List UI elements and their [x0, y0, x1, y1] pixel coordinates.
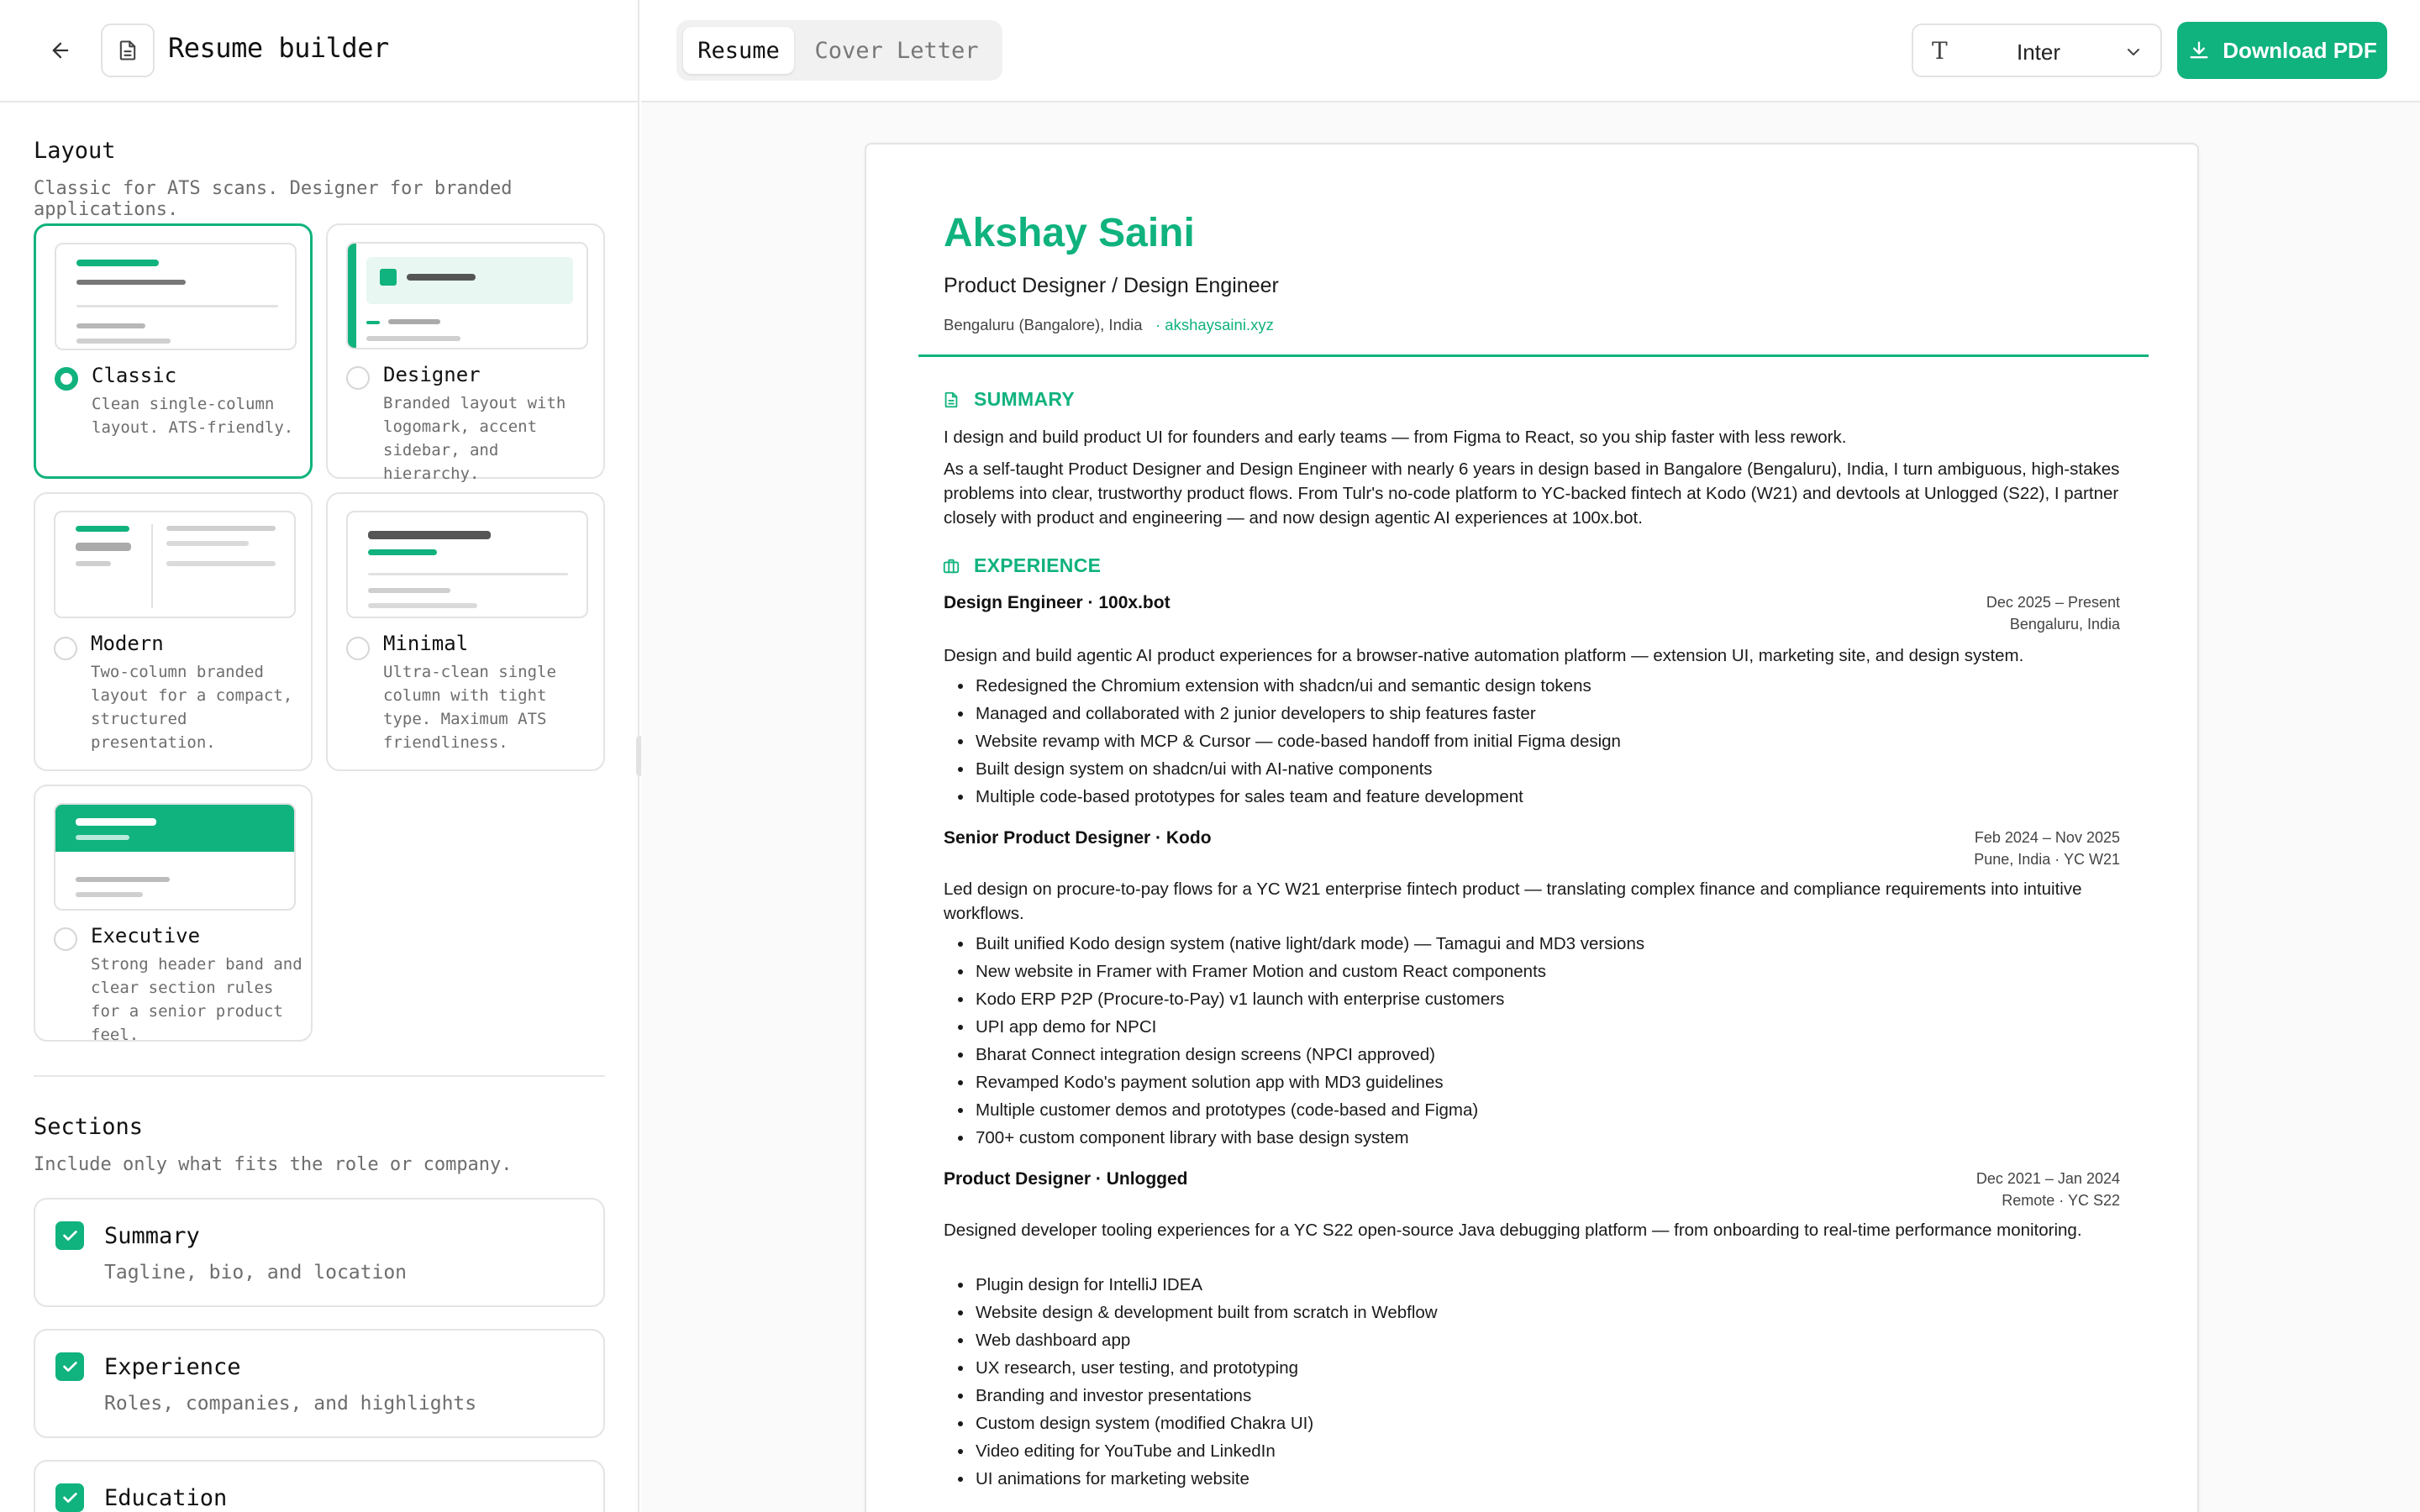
section-name-education: Education: [104, 1485, 228, 1511]
list-item: 700+ custom component library with base design system: [976, 1124, 2135, 1152]
list-item: Managed and collaborated with 2 junior developers to ship features faster: [976, 700, 2135, 727]
resume-contact-line: [944, 316, 1274, 334]
resume-name: Akshay Saini: [944, 211, 1195, 255]
layout-desc-classic: Clean single-column layout. ATS-friendly.: [92, 395, 294, 437]
layout-name-executive: Executive: [91, 924, 201, 948]
layout-thumbnail-minimal: [346, 511, 588, 618]
list-item: UX research, user testing, and prototyping: [976, 1354, 2135, 1382]
list-item: Branding and investor presentations: [976, 1382, 2135, 1410]
layout-thumbnail-executive: [54, 803, 296, 911]
layout-card-modern[interactable]: [34, 492, 313, 771]
list-item: Website design & development built from scratch in Webflow: [976, 1299, 2135, 1326]
resume-separator: ·: [1155, 316, 1161, 333]
list-item: Multiple code-based prototypes for sales team and feature development: [976, 783, 2135, 811]
download-pdf-label: Download PDF: [2223, 37, 2377, 63]
list-item: Bharat Connect integration design screens (NPCI approved): [976, 1041, 2135, 1068]
list-item: New website in Framer with Framer Motion and custom React components: [976, 958, 2135, 985]
job-role: Product Designer · Unlogged: [944, 1169, 1188, 1189]
section-name-summary: Summary: [104, 1223, 200, 1249]
list-item: UPI app demo for NPCI: [976, 1013, 2135, 1041]
left-header: [0, 0, 639, 102]
preview-area: [641, 0, 2420, 1512]
layout-thumbnail-modern: [54, 511, 296, 618]
list-item: Plugin design for IntelliJ IDEA: [976, 1271, 2135, 1299]
job-bullets: [976, 1271, 2135, 1493]
summary-bio: As a self-taught Product Designer and Design Engineer with nearly 6 years in design based in Bangalore (Bengaluru), India, I turn ambiguous, high-stakes problems into clear, trustworthy product flows. From Tulr's no-code platform to YC-backed fintech at Kodo (W21) and devtools at Unlogged (S22), I partner closely with product and engineering — and now design agentic AI experiences at 100x.bot.: [944, 459, 2120, 528]
check-icon: [60, 1488, 79, 1507]
layout-card-classic[interactable]: [34, 223, 313, 479]
back-button[interactable]: [44, 34, 77, 67]
font-select[interactable]: [1912, 24, 2162, 77]
summary-checkbox[interactable]: [55, 1221, 84, 1250]
summary-heading-text: SUMMARY: [974, 388, 1076, 410]
check-icon: [60, 1226, 79, 1245]
tab-resume[interactable]: Resume: [683, 27, 794, 74]
resume-title: Product Designer / Design Engineer: [944, 274, 1279, 297]
layout-desc-executive: Strong header band and clear section rules for a senior product feel.: [91, 955, 302, 1044]
section-name-experience: Experience: [104, 1354, 241, 1380]
job-description: Led design on procure-to-pay flows for a YC W21 enterprise fintech product — translating complex finance and compliance requirements into intuitive workflows.: [944, 879, 2082, 923]
layout-section-subtitle: Classic for ATS scans. Designer for branded applications.: [34, 178, 513, 220]
layout-radio-designer[interactable]: [346, 366, 370, 390]
left-panel: [0, 0, 639, 1512]
section-desc-summary: Tagline, bio, and location: [104, 1262, 408, 1284]
tab-cover-letter[interactable]: Cover Letter: [814, 37, 979, 64]
education-checkbox[interactable]: [55, 1483, 84, 1512]
list-item: Multiple customer demos and prototypes (code-based and Figma): [976, 1096, 2135, 1124]
list-item: Built design system on shadcn/ui with AI-native components: [976, 755, 2135, 783]
job-role: Senior Product Designer · Kodo: [944, 828, 1212, 848]
job-meta: [1986, 591, 2120, 635]
job-place: Bengaluru, India: [2009, 616, 2120, 633]
list-item: Redesigned the Chromium extension with shadcn/ui and semantic design tokens: [976, 672, 2135, 700]
resume-website-link[interactable]: akshaysaini.xyz: [1165, 316, 1274, 333]
file-text-icon: [942, 391, 960, 409]
list-item: Built unified Kodo design system (native light/dark mode) — Tamagui and MD3 versions: [976, 930, 2135, 958]
job-bullets: [976, 930, 2135, 1152]
briefcase-icon: [942, 557, 960, 575]
layout-radio-executive[interactable]: [54, 927, 77, 951]
download-pdf-button[interactable]: [2177, 22, 2387, 79]
layout-radio-minimal[interactable]: [346, 637, 370, 660]
list-item: Kodo ERP P2P (Procure-to-Pay) v1 launch with enterprise customers: [976, 985, 2135, 1013]
layout-card-minimal[interactable]: [326, 492, 605, 771]
list-item: UI animations for marketing website: [976, 1465, 2135, 1493]
summary-tagline: I design and build product UI for founders and early teams — from Figma to React, so you ship faster with less rework.: [944, 428, 1847, 447]
list-item: Revamped Kodo's payment solution app with MD3 guidelines: [976, 1068, 2135, 1096]
experience-heading: [942, 554, 1101, 577]
document-icon: [116, 39, 139, 62]
list-item: Website revamp with MCP & Cursor — code-based handoff from initial Figma design: [976, 727, 2135, 755]
job-description: Designed developer tooling experiences for a YC S22 open-source Java debugging platform — from onboarding to real-time performance monitoring.: [944, 1221, 2082, 1240]
layout-card-executive[interactable]: [34, 785, 313, 1042]
layout-radio-modern[interactable]: [54, 637, 77, 660]
job-description: Design and build agentic AI product experiences for a browser-native automation platform — extension UI, marketing site, and design system.: [944, 646, 2024, 665]
preview-header: [641, 0, 2420, 102]
job-dates: Feb 2024 – Nov 2025: [1974, 829, 2120, 846]
resume-page: [865, 143, 2199, 1512]
layout-desc-designer: Branded layout with logomark, accent sidebar, and hierarchy.: [383, 394, 566, 483]
sections-section-title: Sections: [34, 1114, 144, 1140]
summary-heading: [942, 388, 1075, 411]
layout-name-classic: Classic: [92, 364, 177, 387]
experience-checkbox[interactable]: [55, 1352, 84, 1381]
layout-thumbnail-designer: [346, 242, 588, 349]
layout-desc-minimal: Ultra-clean single column with tight type. Maximum ATS friendliness.: [383, 663, 556, 752]
experience-heading-text: EXPERIENCE: [974, 554, 1102, 576]
chevron-down-icon: [2123, 42, 2144, 62]
layout-name-minimal: Minimal: [383, 632, 469, 655]
layout-desc-modern: Two-column branded layout for a compact, structured presentation.: [91, 663, 293, 752]
sections-section-subtitle: Include only what fits the role or company.: [34, 1154, 513, 1175]
download-icon: [2187, 39, 2211, 62]
job-meta: [1974, 827, 2120, 870]
arrow-left-icon: [49, 39, 72, 62]
section-toggle-summary[interactable]: [34, 1198, 605, 1307]
section-toggle-education[interactable]: [34, 1460, 605, 1512]
type-icon: T: [1932, 37, 1948, 65]
document-tabs: [676, 20, 1002, 81]
resume-location: Bengaluru (Bangalore), India: [944, 316, 1143, 333]
check-icon: [60, 1357, 79, 1376]
layout-card-designer[interactable]: [326, 223, 605, 483]
job-meta: [1976, 1168, 2120, 1211]
document-icon-box: [101, 24, 155, 77]
layout-section-title: Layout: [34, 138, 116, 164]
job-bullets: [976, 672, 2135, 811]
section-desc-experience: Roles, companies, and highlights: [104, 1393, 477, 1415]
job-role: Design Engineer · 100x.bot: [944, 593, 1171, 612]
layout-thumbnail-classic: [55, 243, 297, 350]
list-item: Web dashboard app: [976, 1326, 2135, 1354]
header-rule: [918, 354, 2149, 357]
layout-radio-classic[interactable]: [55, 367, 78, 391]
layout-name-designer: Designer: [383, 363, 481, 386]
list-item: Video editing for YouTube and LinkedIn: [976, 1437, 2135, 1465]
list-item: Custom design system (modified Chakra UI): [976, 1410, 2135, 1437]
app-title: Resume builder: [168, 32, 389, 64]
job-place: Pune, India · YC W21: [1974, 851, 2120, 868]
section-toggle-experience[interactable]: [34, 1329, 605, 1438]
layout-name-modern: Modern: [91, 632, 164, 655]
left-divider: [34, 1075, 605, 1077]
job-dates: Dec 2021 – Jan 2024: [1975, 1170, 2120, 1187]
job-dates: Dec 2025 – Present: [1986, 594, 2120, 611]
font-select-value: Inter: [2016, 39, 2061, 65]
job-place: Remote · YC S22: [2002, 1192, 2120, 1209]
